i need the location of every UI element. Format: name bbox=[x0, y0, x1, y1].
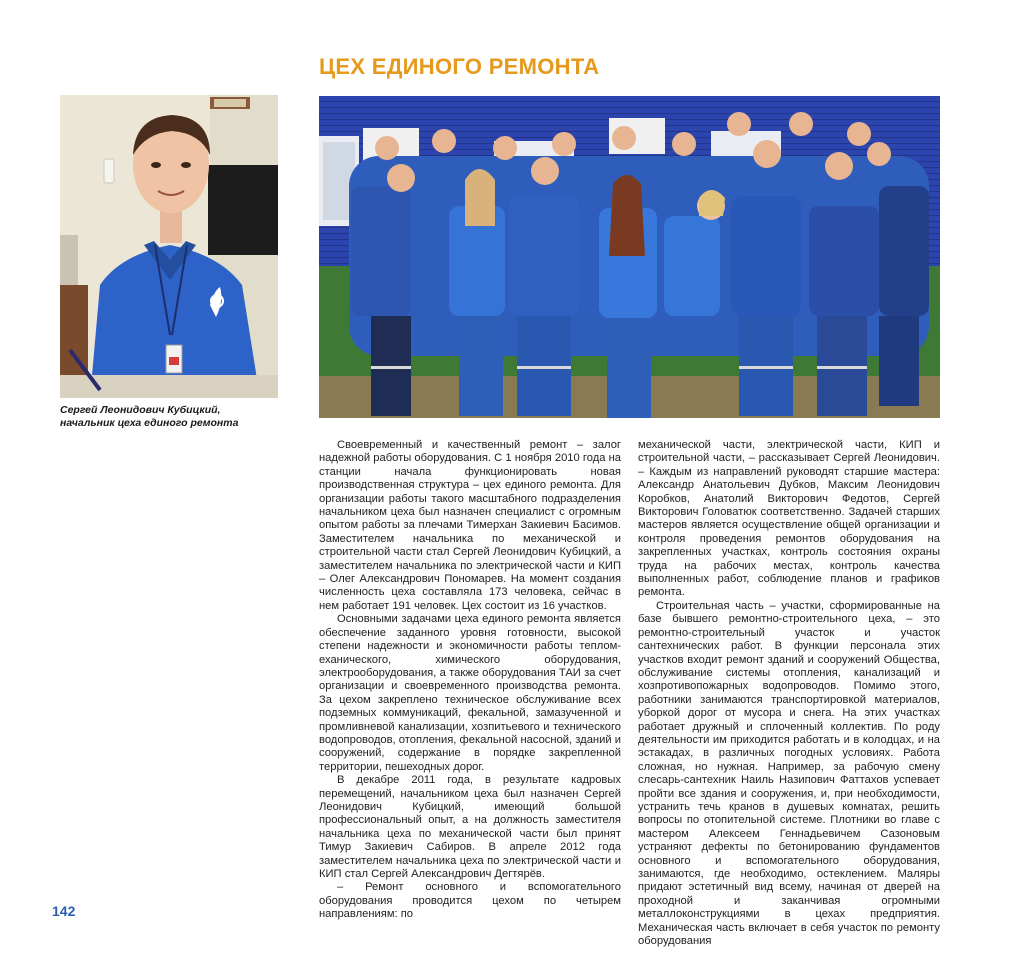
page-number: 142 bbox=[52, 903, 76, 919]
paragraph: Основными задачами цеха единого ремонта является обеспечение заданного уровня готовности, высокой степени надежности и экономичности работы тепломеханического, химического оборудования, электрооборудования, а также оборудования ТАИ за счет организации и своевременного производства ремонта. За цехом закреплено техническое обслуживание всех подземных коммуникаций, фекальной, замазученной и промливневой канализации, хозпитьевого и технического водопроводов, отопления, фекальной насосной, зданий и сооружений, содержание в порядке закрепленной территории, пешеходных дорог. bbox=[319, 613, 621, 773]
group-photo bbox=[319, 96, 940, 418]
paragraph: Строительная часть – участки, сформированные на базе бывшего ремонтно-строительного цеха, – это ремонтно-строительный участок и участок сантехнических работ. В функции персонала этих участков входит ремонт зданий и сооружений Общества, обслуживание системы отопления, канализаций и хозпротивопожарных водопроводов. Помимо этого, работники занимаются транспортировкой материалов, уборкой дорог от мусора и снега. На этих участках работает дружный и сплоченный коллектив. По роду деятельности им приходится работать и в колодцах, и на эстакадах, в различных погодных условиях. Работа сложная, но нужная. Например, за рабочую смену слесарь-сантехник Наиль Назипович Фаттахов успевает пройти все здания и сооружения, и, при необходимости, устранить течь кранов в душевых комнатах, решить вопросы по отопительной системе. Плотники во главе с мастером Алексеем Геннадьевичем Сазоновым устраняют дефекты по бетонированию фундаментов основного и вспомогательного оборудования, занимаются, где необходимо, остеклением. Маляры придают эстетичный вид всему, начиная от дверей на проходной и заканчивая огромными металлоконструкциями в цехах предприятия. Механическая часть включает в себя участок по ремонту оборудования bbox=[638, 599, 940, 948]
paragraph-continuation: механической части, электрической части, КИП и строительной части, – рассказывает Сергей Леонидович. – Каждым из направлений руководят старшие мастера: Александр Анатольевич Дубков, Максим Леонидович Коробков, Анатолий Викторович Федотов, Сергей Викторович Головатюк соответственно. Задачей старших мастеров является осуществление общей организации и контроля проведения ремонтов оборудования на закрепленных участках, контроль состояния охраны труда на рабочих местах, контроль качества выполненных работ, соблюдение планов и графиков ремонта. bbox=[638, 439, 940, 599]
portrait-caption bbox=[60, 404, 290, 430]
page-title: ЦЕХ ЕДИНОГО РЕМОНТА bbox=[319, 54, 600, 79]
portrait-photo bbox=[60, 95, 278, 398]
text-column-right bbox=[638, 439, 940, 948]
caption-line-name: Сергей Леонидович Кубицкий, bbox=[60, 404, 221, 416]
paragraph: Своевременный и качественный ремонт – залог надежной работы оборудования. С 1 ноября 2010 года на станции начала функционировать новая производственная структура – цех единого ремонта. Для организации работы такого масштабного подразделения начальником цеха был назначен специалист с огромным опытом работы за плечами Тимерхан Закиевич Басимов. Заместителем начальника по механической и строительной части стал Сергей Леонидович Кубицкий, а заместителем начальника по электрической части и КИП – Олег Александрович Пономарев. На момент создания численность цеха составляла 173 человека, сейчас в нем работает 191 человек. Цех состоит из 16 участков. bbox=[319, 439, 621, 612]
text-column-left bbox=[319, 439, 621, 922]
caption-line-position: начальник цеха единого ремонта bbox=[60, 417, 239, 429]
paragraph: – Ремонт основного и вспомогательного оборудования проводится цехом по четырем направлениям: по bbox=[319, 881, 621, 921]
paragraph: В декабре 2011 года, в результате кадровых перемещений, начальником цеха был назначен Сергей Леонидович Кубицкий, имеющий большой профессиональный опыт, а на должность заместителя начальника цеха по механической части был принят Тимур Закиевич Сабиров. В апреле 2012 года заместителем начальника цеха по электрической части и КИП стал Сергей Александрович Дегтярёв. bbox=[319, 774, 621, 880]
